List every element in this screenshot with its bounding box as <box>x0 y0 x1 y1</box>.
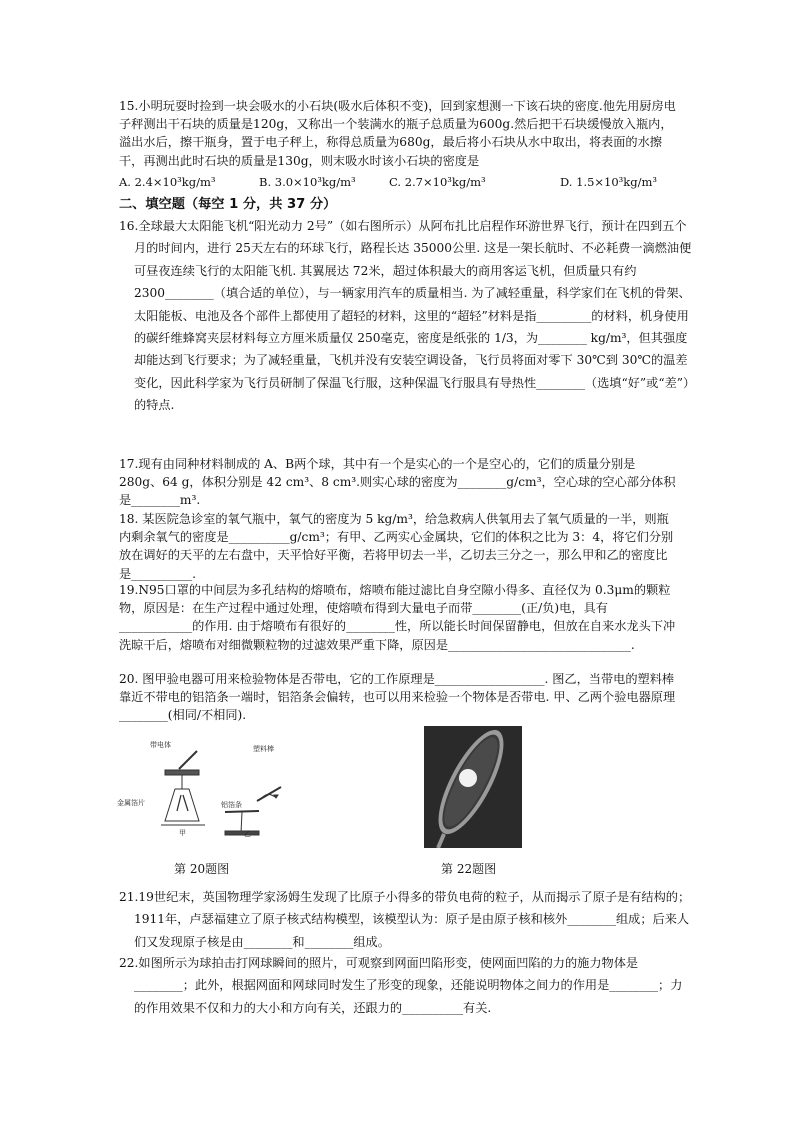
electroscope-illustration <box>161 751 281 835</box>
question-22: 22.如图所示为球拍击打网球瞬间的照片，可观察到网面凹陷形变，使网面凹陷的力的施力物体是________；此外，根据网面和网球同时发生了形变的现象，还能说明物体之间力的作用是________；力的作用效果不仅和力的大小和方向有关，还跟力的__________有关. <box>119 956 683 1015</box>
option-d: D. 1.5×10³kg/m³ <box>560 175 658 189</box>
question-21: 21.19世纪末，英国物理学家汤姆生发现了比原子小得多的带负电荷的粒子，从而揭示了原子是有结构的；1911年，卢瑟福建立了原子核式结构模型，该模型认为：原子是由原子核和核外________组成；后来人们又发现原子核是由________和________组成。 <box>119 890 691 949</box>
label-jia: 甲 <box>179 829 186 837</box>
figure-22-caption: 第 22题图 <box>441 862 497 876</box>
figure-22 <box>424 726 522 848</box>
label-metal-foil: 金属箔片 <box>117 799 145 807</box>
label-plastic-rod: 塑料棒 <box>253 745 274 753</box>
question-17: 17.现有由同种材料制成的 A、B两个球，其中有一个是实心的一个是空心的，它们的质量分别是 280g、64 g，体积分别是 42 cm³、8 cm³.则实心球的密度为________g/cm³，空心球的空心部分体积是________m³. <box>119 457 676 508</box>
figure-20 <box>117 737 287 837</box>
section-title: 二、填空题（每空 1 分，共 37 分） <box>119 197 337 212</box>
option-b: B. 3.0×10³kg/m³ <box>259 175 356 189</box>
tennis-ball <box>459 769 477 787</box>
question-15: 15.小明玩耍时捡到一块会吸水的小石块(吸水后体积不变)，回到家想测一下该石块的密度.他先用厨房电子秤测出干石块的质量是120g，又称出一个装满水的瓶子总质量为600g.然后把干石块缓慢放入瓶内，溢出水后，擦干瓶身，置于电子秤上，称得总质量为680g，最后将小石块从水中取出，将表面的水擦干，再测出此时石块的质量是130g，则末吸水时该小石块的密度是 <box>119 99 676 168</box>
question-16: 16.全球最大太阳能飞机“阳光动力 2号”（如右图所示）从阿布扎比启程作环游世界飞行，预计在四到五个月的时间内，进行 25天左右的环球飞行，路程长达 35000公里. 这是一架长航时、不必耗费一滴燃油便可昼夜连续飞行的太阳能飞机. 其翼展达 72米，超过体积最大的商用客运飞机，但质量只有约 2300________（填合适的单位），与一辆家用汽车的质量相当. 为了减轻重量，科学家们在飞机的骨架、太阳能板、电池及各个部件上都使用了超轻的材料，这里的“超轻”材料是指_________的材料，机身使用的碳纤维蜂窝夹层材料每立方厘米质量仅 250毫克，密度是纸张的 1/3，为________ kg/m³，但其强度却能达到飞行要求；为了减轻重量，飞机并没有安装空调设备，飞行员将面对零下 30℃到 30℃的温差变化，因此科学家为飞行员研制了保温飞行服，这种保温飞行服具有导热性________（选填“好”或“差”）的特点. <box>119 219 692 413</box>
label-yi: 乙 <box>244 830 251 837</box>
option-a: A. 2.4×10³kg/m³ <box>119 175 216 189</box>
option-c: C. 2.7×10³kg/m³ <box>389 175 486 189</box>
label-charged-body: 带电体 <box>150 741 171 749</box>
question-20: 20. 图甲验电器可用来检验物体是否带电，它的工作原理是__________________. 图乙，当带电的塑料棒靠近不带电的铝箔条一端时，铝箔条会偏转，也可以用来检验一个物体是否带电. 甲、乙两个验电器原理________(相同/不相同). <box>119 672 676 723</box>
question-19: 19.N95口罩的中间层为多孔结构的熔喷布，熔喷布能过滤比自身空隙小得多、直径仅为 0.3μm的颗粒物，原因是：在生产过程中通过处理，使熔喷布得到大量电子而带________(正/负)电，具有____________的作用. 由于熔喷布有很好的________性，所以能长时间保留静电，但放在自来水龙头下冲洗晾干后，熔喷布对细微颗粒物的过滤效果严重下降，原因是______________________________. <box>119 583 676 652</box>
question-18: 18. 某医院急诊室的氧气瓶中，氧气的密度为 5 kg/m³，给急救病人供氧用去了氧气质量的一半，则瓶内剩余氧气的密度是__________g/cm³；有甲、乙两实心金属块，它们的体积之比为 3：4，将它们分别放在调好的天平的左右盘中，天平恰好平衡，若将甲切去一半，乙切去三分之一，那么甲和乙的密度比是__________. <box>119 512 674 581</box>
label-foil-strip: 铝箔条 <box>221 801 242 809</box>
figure-20-caption: 第 20题图 <box>174 862 230 876</box>
